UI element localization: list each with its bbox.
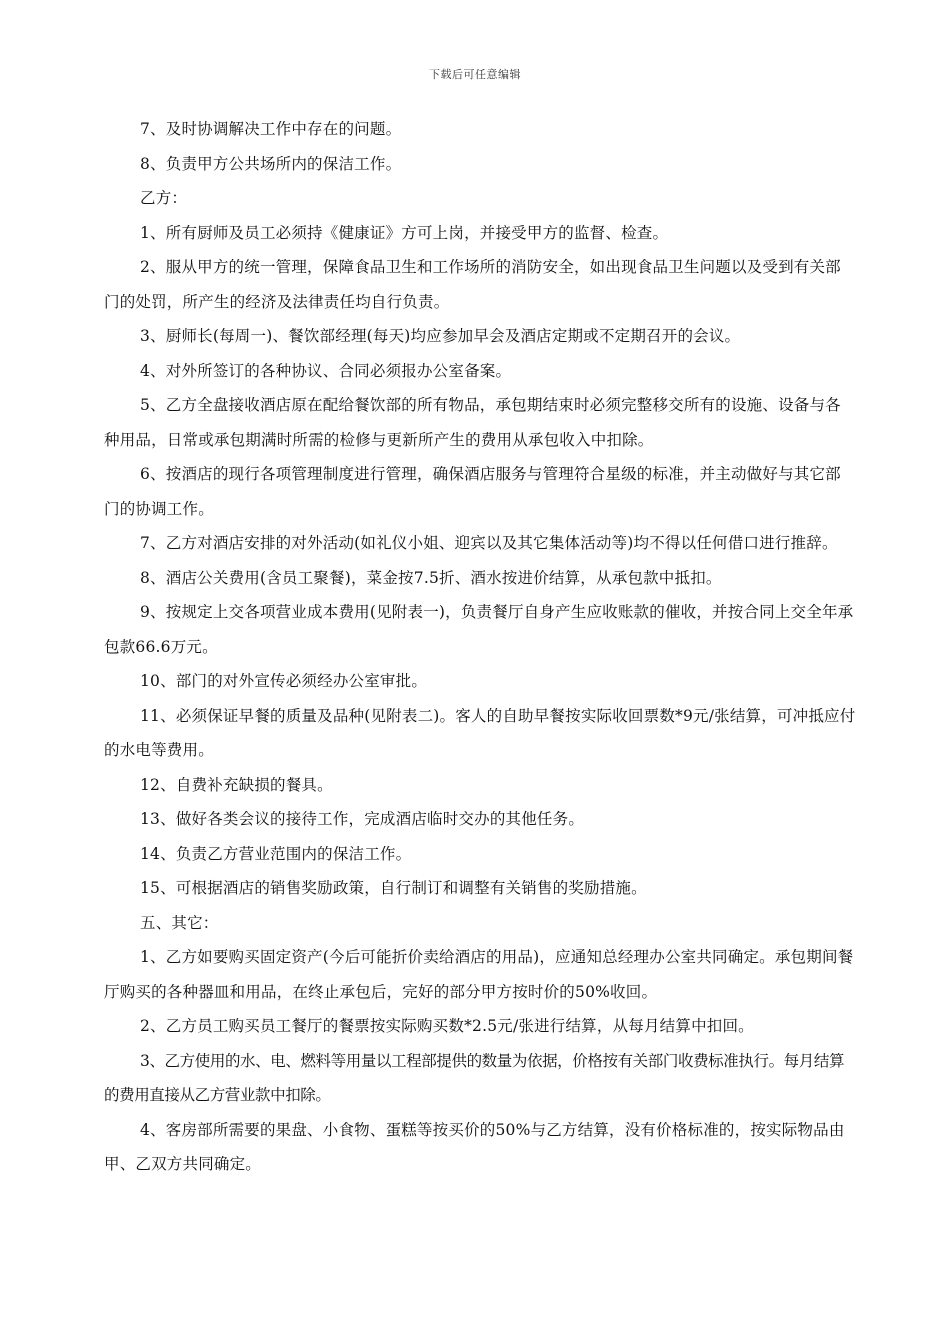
paragraph-19: 2、乙方员工购买员工餐厅的餐票按实际购买数*2.5元/张进行结算，从每月结算中扣回。	[140, 1017, 754, 1035]
paragraph-17: 15、可根据酒店的销售奖励政策，自行制订和调整有关销售的奖励措施。	[140, 879, 647, 897]
paragraph-4: 2、服从甲方的统一管理，保障食品卫生和工作场所的消防安全，如出现食品卫生问题以及受到有关部门的处罚，所产生的经济及法律责任均自行负责。	[104, 258, 841, 311]
paragraph-9: 7、乙方对酒店安排的对外活动(如礼仪小姐、迎宾以及其它集体活动等)均不得以任何借口进行推辞。	[140, 534, 838, 552]
section-heading-other: 五、其它：	[140, 913, 219, 932]
paragraph-1: 7、及时协调解决工作中存在的问题。	[140, 120, 402, 138]
paragraph-3: 1、所有厨师及员工必须持《健康证》方可上岗，并接受甲方的监督、检查。	[140, 223, 669, 242]
page-header: 下载后可任意编辑	[429, 68, 521, 81]
paragraph-16: 14、负责乙方营业范围内的保洁工作。	[140, 844, 412, 863]
paragraph-11: 9、按规定上交各项营业成本费用(见附表一)，负责餐厅自身产生应收账款的催收，并按合同上交全年承包款66.6万元。	[104, 603, 854, 656]
paragraph-14: 12、自费补充缺损的餐具。	[140, 775, 333, 794]
paragraph-2: 8、负责甲方公共场所内的保洁工作。	[140, 154, 402, 173]
paragraph-18: 1、乙方如要购买固定资产(今后可能折价卖给酒店的用品)，应通知总经理办公室共同确定。承包期间餐厅购买的各种器皿和用品，在终止承包后，完好的部分甲方按时价的50%收回。	[104, 948, 854, 1001]
paragraph-13: 11、必须保证早餐的质量及品种(见附表二)。客人的自助早餐按实际收回票数*9元/张结算，可冲抵应付的水电等费用。	[104, 706, 856, 759]
paragraph-12: 10、部门的对外宣传必须经办公室审批。	[140, 672, 428, 690]
paragraph-6: 4、对外所签订的各种协议、合同必须报办公室备案。	[140, 361, 512, 380]
paragraph-21: 4、客房部所需要的果盘、小食物、蛋糕等按买价的50%与乙方结算，没有价格标准的，按实际物品由甲、乙双方共同确定。	[104, 1120, 845, 1173]
section-heading-party-b: 乙方：	[140, 189, 188, 207]
paragraph-8: 6、按酒店的现行各项管理制度进行管理，确保酒店服务与管理符合星级的标准，并主动做好与其它部门的协调工作。	[104, 465, 841, 518]
paragraph-15: 13、做好各类会议的接待工作，完成酒店临时交办的其他任务。	[140, 810, 585, 828]
document-body	[104, 112, 856, 1182]
paragraph-20: 3、乙方使用的水、电、燃料等用量以工程部提供的数量为依据，价格按有关部门收费标准执行。每月结算的费用直接从乙方营业款中扣除。	[104, 1051, 845, 1104]
paragraph-7: 5、乙方全盘接收酒店原在配给餐饮部的所有物品，承包期结束时必须完整移交所有的设施、设备与各种用品，日常或承包期满时所需的检修与更新所产生的费用从承包收入中扣除。	[104, 396, 841, 449]
paragraph-5: 3、厨师长(每周一)、餐饮部经理(每天)均应参加早会及酒店定期或不定期召开的会议。	[140, 327, 741, 345]
paragraph-10: 8、酒店公关费用(含员工聚餐)，菜金按7.5折、酒水按进价结算，从承包款中抵扣。	[140, 568, 722, 587]
